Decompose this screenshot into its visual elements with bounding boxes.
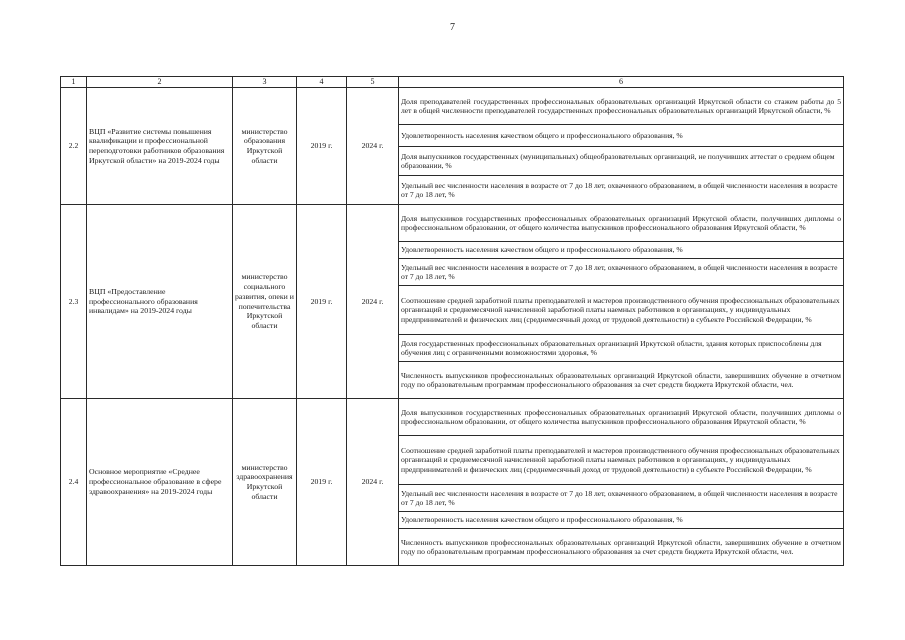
header-col-2: 2 [87, 77, 233, 88]
indicator: Доля преподавателей государственных профессиональных образовательных организаций Иркутской области со стажем работы до 5 лет в общей численности преподавателей государственных профессиональных образовательных организаций Иркутской области, % [399, 88, 844, 125]
indicator: Удовлетворенность населения качеством общего и профессионального образования, % [399, 512, 844, 529]
table-row [61, 88, 844, 125]
program-executor: министерство здравоохранения Иркутской области [233, 399, 297, 566]
header-col-5: 5 [347, 77, 399, 88]
row-number: 2.4 [61, 399, 87, 566]
indicator: Удельный вес численности населения в возрасте от 7 до 18 лет, охваченного образованием, в общей численности населения в возрасте от 7 до 18 лет, % [399, 485, 844, 512]
start-year: 2019 г. [297, 399, 347, 566]
page-number: 7 [450, 22, 455, 33]
program-name: ВЦП «Развитие системы повышения квалификации и профессиональной переподготовки работников образования Иркутской области» на 2019-2024 годы [87, 88, 233, 205]
indicator: Соотношение средней заработной платы преподавателей и мастеров производственного обучения профессиональных образовательных организаций и среднемесячной начисленной заработной платы наемных работников в организациях, у индивидуальных предпринимателей и физических лиц (среднемесячный доход от трудовой деятельности) в субъекте Российской Федерации, % [399, 436, 844, 485]
header-row [61, 77, 844, 88]
program-name: Основное мероприятие «Среднее профессиональное образование в сфере здравоохранения» на 2019-2024 годы [87, 399, 233, 566]
indicator: Соотношение средней заработной платы преподавателей и мастеров производственного обучения профессиональных образовательных организаций и среднемесячной начисленной заработной платы наемных работников в организациях, у индивидуальных предпринимателей и физических лиц (среднемесячный доход от трудовой деятельности) в субъекте Российской Федерации, % [399, 286, 844, 335]
program-executor: министерство образования Иркутской области [233, 88, 297, 205]
indicator: Доля государственных профессиональных образовательных организаций Иркутской области, здания которых приспособлены для обучения лиц с ограниченными возможностями здоровья, % [399, 335, 844, 362]
indicator: Численность выпускников профессиональных образовательных организаций Иркутской области, завершивших обучение в отчетном году по образовательным программам профессионального образования за счет средств бюджета Иркутской области, чел. [399, 362, 844, 399]
indicator: Удельный вес численности населения в возрасте от 7 до 18 лет, охваченного образованием, в общей численности населения в возрасте от 7 до 18 лет, % [399, 259, 844, 286]
indicator: Доля выпускников государственных (муниципальных) общеобразовательных организаций, не получивших аттестат о среднем общем образовании, % [399, 147, 844, 176]
header-col-4: 4 [297, 77, 347, 88]
header-col-6: 6 [399, 77, 844, 88]
indicator: Доля выпускников государственных профессиональных образовательных организаций Иркутской области, получивших дипломы о профессиональном образовании, от общего количества выпускников профессионального образования Иркутской области, % [399, 399, 844, 436]
start-year: 2019 г. [297, 205, 347, 399]
end-year: 2024 г. [347, 399, 399, 566]
row-number: 2.3 [61, 205, 87, 399]
end-year: 2024 г. [347, 88, 399, 205]
program-executor: министерство социального развития, опеки и попечительства Иркутской области [233, 205, 297, 399]
table-row [61, 205, 844, 242]
header-col-1: 1 [61, 77, 87, 88]
start-year: 2019 г. [297, 88, 347, 205]
indicator: Удельный вес численности населения в возрасте от 7 до 18 лет, охваченного образованием, в общей численности населения в возрасте от 7 до 18 лет, % [399, 176, 844, 205]
end-year: 2024 г. [347, 205, 399, 399]
indicator: Удовлетворенность населения качеством общего и профессионального образования, % [399, 242, 844, 259]
header-col-3: 3 [233, 77, 297, 88]
indicator: Доля выпускников государственных профессиональных образовательных организаций Иркутской области, получивших дипломы о профессиональном образовании, от общего количества выпускников профессионального образования Иркутской области, % [399, 205, 844, 242]
row-number: 2.2 [61, 88, 87, 205]
program-name: ВЦП «Предоставление профессионального образования инвалидам» на 2019-2024 годы [87, 205, 233, 399]
indicator: Удовлетворенность населения качеством общего и профессионального образования, % [399, 125, 844, 147]
indicator: Численность выпускников профессиональных образовательных организаций Иркутской области, завершивших обучение в отчетном году по образовательным программам профессионального образования за счет средств бюджета Иркутской области, чел. [399, 529, 844, 566]
program-table [60, 76, 844, 566]
table-row [61, 399, 844, 436]
